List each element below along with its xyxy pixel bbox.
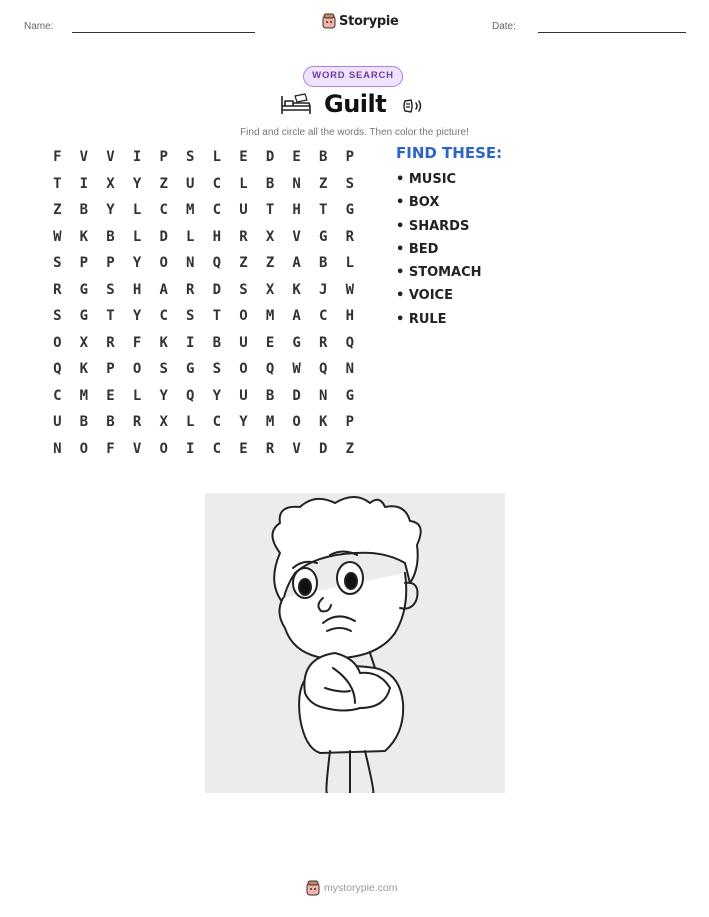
brand-logo [322,13,399,29]
grid-letter[interactable]: N [186,255,195,272]
grid-letter[interactable]: S [345,175,355,192]
grid-letter[interactable]: K [319,414,328,431]
grid-letter[interactable]: C [212,202,222,219]
grid-letter[interactable]: R [239,228,248,245]
grid-letter[interactable]: C [159,202,168,219]
grid-letter[interactable]: S [53,255,62,272]
grid-letter[interactable]: D [212,281,222,298]
grid-letter[interactable]: D [319,441,328,458]
grid-letter[interactable]: Y [132,175,142,192]
grid-letter[interactable]: R [53,281,62,298]
grid-letter[interactable]: B [106,414,115,431]
grid-letter[interactable]: O [159,441,168,458]
grid-letter[interactable]: Q [319,361,328,378]
grid-letter[interactable]: L [186,228,195,245]
grid-letter[interactable]: Q [53,361,62,378]
grid-row [44,280,374,307]
grid-letter[interactable]: C [53,387,62,404]
grid-letter[interactable]: Z [239,255,248,272]
grid-row [44,147,374,174]
grid-letter[interactable]: D [265,149,275,165]
grid-letter[interactable]: I [132,149,142,165]
footer-url[interactable]: mystorypie.com [324,882,398,894]
grid-letter[interactable]: L [186,414,195,431]
grid-letter[interactable]: Y [239,414,248,431]
grid-letter[interactable]: H [212,228,222,245]
grid-letter[interactable]: K [292,281,301,298]
grid-letter[interactable]: E [292,149,301,165]
word-list-item: • VOICE [396,288,453,304]
grid-letter[interactable]: K [79,228,89,245]
grid-letter[interactable]: Y [132,308,142,325]
grid-row [44,306,374,333]
grid-letter[interactable]: Y [212,387,222,404]
grid-letter[interactable]: S [159,361,168,378]
grid-letter[interactable]: E [265,334,275,351]
grid-letter[interactable]: X [106,175,115,192]
grid-letter[interactable]: R [319,334,328,351]
grid-letter[interactable]: S [186,149,195,165]
brand-name: Storypie [339,13,399,29]
grid-letter[interactable]: L [132,228,142,245]
grid-letter[interactable]: Z [345,441,355,458]
grid-letter[interactable]: C [159,308,168,325]
name-line [72,32,255,33]
bed-icon [279,92,313,118]
grid-letter[interactable]: Y [159,387,168,404]
grid-letter[interactable]: Z [319,175,328,192]
grid-letter[interactable]: I [79,175,89,192]
grid-letter[interactable]: T [53,175,62,192]
grid-row [44,386,374,413]
grid-letter[interactable]: G [292,334,301,351]
grid-letter[interactable]: N [345,361,355,378]
grid-letter[interactable]: O [159,255,168,272]
grid-letter[interactable]: Z [159,175,168,192]
grid-letter[interactable]: S [212,361,222,378]
grid-letter[interactable]: B [106,228,115,245]
grid-letter[interactable]: T [319,202,328,219]
grid-letter[interactable]: B [79,202,89,219]
grid-letter[interactable]: X [79,334,89,351]
grid-letter[interactable]: I [186,441,195,458]
grid-letter[interactable]: P [345,414,355,431]
instructions: Find and circle all the words. Then color the picture! [240,127,469,138]
grid-letter[interactable]: B [265,175,275,192]
grid-letter[interactable]: G [319,228,328,245]
word-list-item: • BOX [396,195,440,211]
grid-letter[interactable]: L [132,387,142,404]
grid-row [44,174,374,201]
grid-letter[interactable]: X [159,414,168,431]
grid-letter[interactable]: V [106,149,115,165]
word-list-item: • STOMACH [396,265,482,281]
word-list [396,172,482,335]
grid-letter[interactable]: U [239,202,248,219]
grid-letter[interactable]: G [79,281,89,298]
grid-letter[interactable]: D [159,228,168,245]
grid-letter[interactable]: G [345,387,355,404]
grid-letter[interactable]: C [319,308,328,325]
grid-letter[interactable]: B [319,255,328,272]
find-these-title: FIND THESE: [396,144,503,162]
grid-letter[interactable]: K [79,361,89,378]
name-label: Name: [24,21,54,32]
grid-letter[interactable]: R [265,441,275,458]
grid-letter[interactable]: G [345,202,355,219]
grid-letter[interactable]: W [53,228,62,245]
grid-letter[interactable]: U [53,414,62,431]
grid-letter[interactable]: L [132,202,142,219]
coloring-picture [205,493,505,793]
grid-letter[interactable]: M [79,387,89,404]
grid-row [44,412,374,439]
pie-mascot-icon [306,880,320,896]
grid-letter[interactable]: F [132,334,142,351]
grid-row [44,253,374,280]
grid-letter[interactable]: J [319,281,328,298]
word-list-item: • SHARDS [396,218,470,234]
grid-letter[interactable]: Y [132,255,142,272]
grid-letter[interactable]: A [159,281,168,298]
grid-letter[interactable]: Z [53,202,62,219]
grid-row [44,439,374,466]
grid-letter[interactable]: Z [265,255,275,272]
grid-letter[interactable]: E [239,149,248,165]
grid-letter[interactable]: V [132,441,142,458]
grid-letter[interactable]: M [186,202,195,219]
grid-letter[interactable]: U [186,175,195,192]
page-title: Guilt [324,90,387,118]
grid-letter[interactable]: S [186,308,195,325]
grid-letter[interactable]: G [186,361,195,378]
grid-letter[interactable]: V [292,228,301,245]
grid-letter[interactable]: O [239,361,248,378]
grid-letter[interactable]: R [132,414,142,431]
grid-letter[interactable]: N [319,387,328,404]
grid-letter[interactable]: L [345,255,355,272]
grid-letter[interactable]: B [265,387,275,404]
grid-letter[interactable]: S [106,281,115,298]
grid-letter[interactable]: F [106,441,115,458]
grid-letter[interactable]: T [106,308,115,325]
grid-row [44,359,374,386]
date-label: Date: [492,21,516,32]
grid-letter[interactable]: C [212,414,222,431]
grid-letter[interactable]: U [239,334,248,351]
grid-letter[interactable]: W [292,361,301,378]
grid-letter[interactable]: Y [106,202,115,219]
grid-letter[interactable]: Q [345,334,355,351]
grid-letter[interactable]: U [239,387,248,404]
grid-row [44,200,374,227]
grid-letter[interactable]: O [239,308,248,325]
grid-letter[interactable]: G [79,308,89,325]
grid-letter[interactable]: Q [186,387,195,404]
word-list-item: • MUSIC [396,172,457,187]
grid-letter[interactable]: F [53,149,62,165]
letter-grid [44,147,374,466]
grid-letter[interactable]: E [239,441,248,458]
grid-letter[interactable]: P [79,255,89,272]
grid-letter[interactable]: D [292,387,301,404]
grid-letter[interactable]: B [319,149,328,165]
grid-letter[interactable]: X [265,281,275,298]
grid-letter[interactable]: R [345,228,355,245]
grid-letter[interactable]: M [265,308,275,325]
grid-letter[interactable]: P [345,149,355,165]
grid-letter[interactable]: R [106,334,115,351]
grid-letter[interactable]: Q [265,361,275,378]
grid-letter[interactable]: H [345,308,355,325]
grid-letter[interactable]: N [53,441,62,458]
grid-letter[interactable]: H [292,202,301,219]
grid-letter[interactable]: B [79,414,89,431]
grid-letter[interactable]: H [132,281,142,298]
grid-letter[interactable]: L [239,175,248,192]
date-line [538,32,686,33]
grid-letter[interactable]: L [212,149,222,165]
word-list-item: • RULE [396,311,447,327]
grid-letter[interactable]: N [292,175,301,192]
grid-letter[interactable]: I [186,334,195,351]
grid-letter[interactable]: C [212,175,222,192]
grid-letter[interactable]: X [265,228,275,245]
grid-letter[interactable]: O [292,414,301,431]
grid-letter[interactable]: B [212,334,222,351]
grid-row [44,227,374,254]
word-list-item: • BED [396,241,439,257]
grid-letter[interactable]: P [106,255,115,272]
grid-letter[interactable]: T [212,308,222,325]
grid-letter[interactable]: M [265,414,275,431]
grid-letter[interactable]: O [132,361,142,378]
grid-letter[interactable]: A [292,308,301,325]
grid-letter[interactable]: E [106,387,115,404]
grid-row [44,333,374,360]
grid-letter[interactable]: K [159,334,168,351]
grid-letter[interactable]: O [79,441,89,458]
grid-letter[interactable]: O [53,334,62,351]
grid-letter[interactable]: P [159,149,168,165]
word-search-badge: WORD SEARCH [303,66,403,87]
grid-letter[interactable]: T [265,202,275,219]
grid-letter[interactable]: R [186,281,195,298]
grid-letter[interactable]: S [53,308,62,325]
footer [306,880,398,896]
grid-letter[interactable]: V [292,441,301,458]
pie-mascot-icon [322,13,336,29]
grid-letter[interactable]: S [239,281,248,298]
grid-letter[interactable]: A [292,255,301,272]
grid-letter[interactable]: V [79,149,89,165]
grid-letter[interactable]: Q [212,255,222,272]
grid-letter[interactable]: W [345,281,355,298]
grid-letter[interactable]: C [212,441,222,458]
speaker-icon[interactable] [402,97,426,115]
grid-letter[interactable]: P [106,361,115,378]
